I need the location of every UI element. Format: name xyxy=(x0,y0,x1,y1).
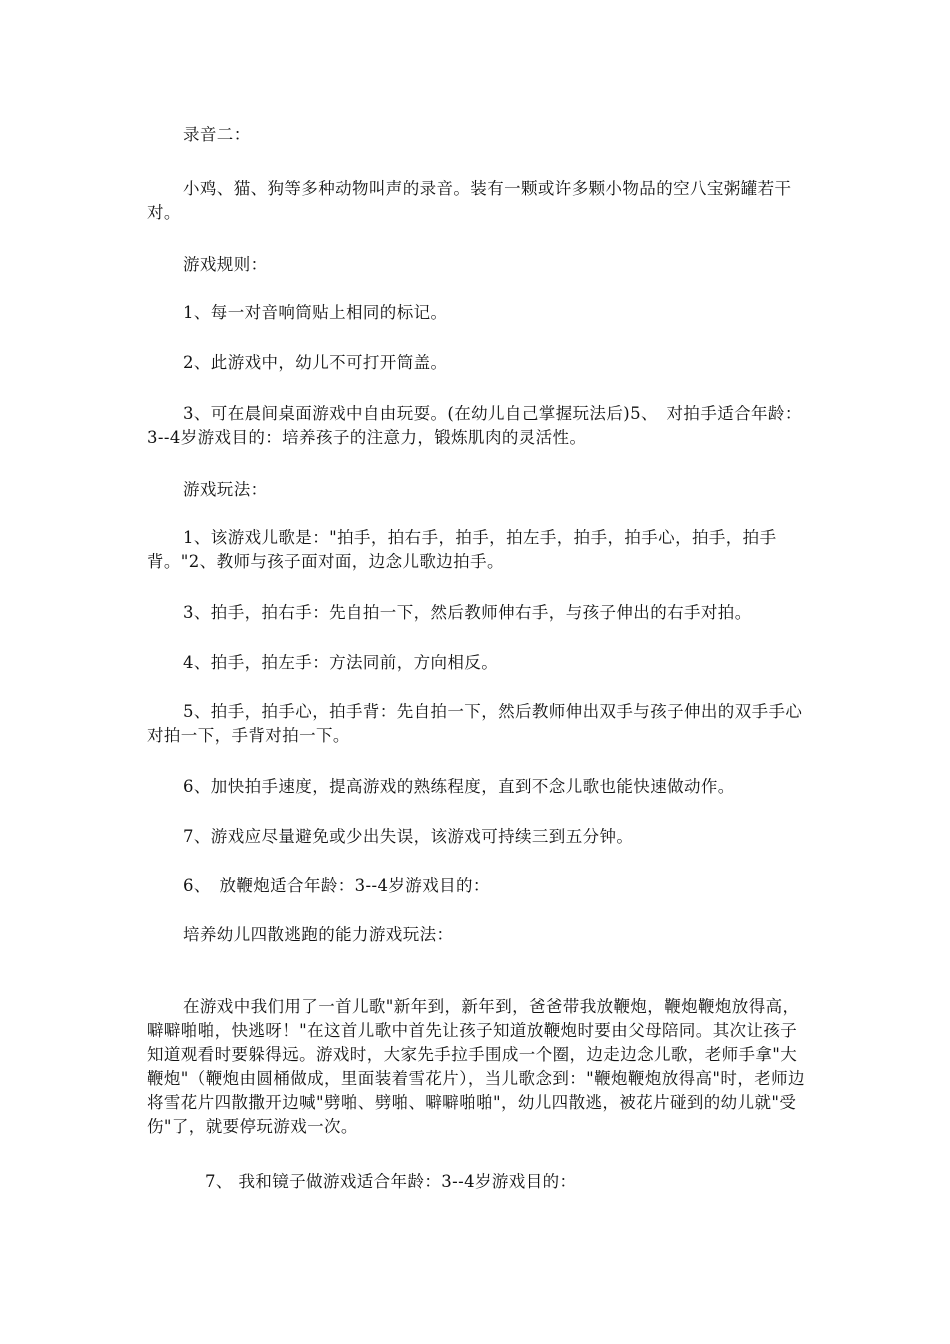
paragraph-recording-two: 录音二： xyxy=(183,125,251,144)
paragraph-firecracker-description: 在游戏中我们用了一首儿歌"新年到，新年到，爸爸带我放鞭炮，鞭炮鞭炮放得高，噼噼啪啪，快逃呀！"在这首儿歌中首先让孩子知道放鞭炮时要由父母陪同。其次让孩子知道观看时要躲得远。游戏时，大家先手拉手围成一个圈，边走边念儿歌，老师手拿"大鞭炮"（鞭炮由圆桶做成，里面装着雪花片），当儿歌念到："鞭炮鞭炮放得高"时，老师边将雪花片四散撒开边喊"劈啪、劈啪、噼噼啪啪"，幼儿四散逃，被花片碰到的幼儿就"受伤"了，就要停玩游戏一次。 xyxy=(147,997,805,1136)
paragraph-firecracker-heading: 6、 放鞭炮适合年龄：3--4岁游戏目的： xyxy=(183,876,490,895)
paragraph-rule-3: 3、可在晨间桌面游戏中自由玩耍。(在幼儿自己掌握玩法后)5、 对拍手适合年龄：3--4岁游戏目的：培养孩子的注意力，锻炼肌肉的灵活性。 xyxy=(147,404,802,447)
paragraph-rules-heading: 游戏规则： xyxy=(183,255,268,274)
paragraph-mirror-heading: 7、 我和镜子做游戏适合年龄：3--4岁游戏目的： xyxy=(205,1172,577,1191)
paragraph-rule-1: 1、每一对音响筒贴上相同的标记。 xyxy=(183,303,448,322)
paragraph-materials: 小鸡、猫、狗等多种动物叫声的录音。装有一颗或许多颗小物品的空八宝粥罐若干对。 xyxy=(147,179,792,222)
paragraph-play-5: 5、拍手，拍手心，拍手背：先自拍一下，然后教师伸出双手与孩子伸出的双手手心对拍一下，手背对拍一下。 xyxy=(147,702,803,745)
paragraph-play-4: 4、拍手，拍左手：方法同前，方向相反。 xyxy=(183,653,499,672)
paragraph-play-heading: 游戏玩法： xyxy=(183,480,268,499)
paragraph-play-1: 1、该游戏儿歌是："拍手，拍右手，拍手，拍左手，拍手，拍手心，拍手，拍手背。"2、教师与孩子面对面，边念儿歌边拍手。 xyxy=(147,528,777,571)
paragraph-play-6: 6、加快拍手速度，提高游戏的熟练程度，直到不念儿歌也能快速做动作。 xyxy=(183,777,735,796)
paragraph-firecracker-goal: 培养幼儿四散逃跑的能力游戏玩法： xyxy=(183,925,454,944)
paragraph-rule-2: 2、此游戏中，幼儿不可打开筒盖。 xyxy=(183,353,448,372)
paragraph-play-7: 7、游戏应尽量避免或少出失误，该游戏可持续三到五分钟。 xyxy=(183,827,634,846)
paragraph-play-3: 3、拍手，拍右手：先自拍一下，然后教师伸右手，与孩子伸出的右手对拍。 xyxy=(183,603,752,622)
